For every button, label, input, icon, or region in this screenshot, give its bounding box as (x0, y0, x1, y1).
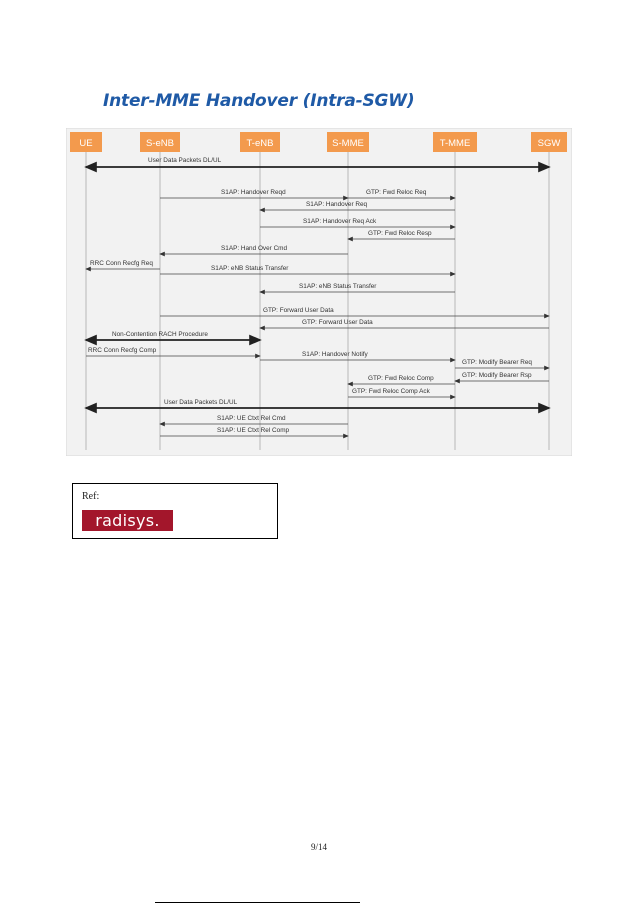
entity-t-mme (433, 132, 477, 152)
message-label: S1AP: Handover Notify (302, 351, 368, 358)
entity-label: T-MME (439, 138, 471, 149)
message-label: S1AP: eNB Status Transfer (299, 283, 377, 290)
message-label: S1AP: Handover Req Ack (303, 218, 377, 225)
message-label: GTP: Forward User Data (302, 319, 373, 326)
message-label: User Data Packets DL/UL (164, 399, 238, 406)
reference-box (72, 483, 278, 539)
message-label: S1AP: Hand Over Cmd (221, 245, 288, 252)
entity-s-enb (140, 132, 180, 152)
message-label: S1AP: eNB Status Transfer (211, 265, 289, 272)
diagram-title: Inter-MME Handover (Intra-SGW) (103, 91, 415, 111)
entity-label: SGW (537, 138, 561, 149)
message-label: RRC Conn Recfg Comp (88, 347, 157, 354)
ref-label: Ref: (82, 491, 100, 502)
message-label: GTP: Forward User Data (263, 307, 334, 314)
message-label: S1AP: UE Ctxt Rel Cmd (217, 415, 286, 422)
radisys-logo: radisys. (82, 510, 173, 531)
message-label: S1AP: Handover Req (306, 201, 368, 208)
message-label: S1AP: Handover Reqd (221, 189, 286, 196)
entity-label: UE (79, 138, 93, 149)
message-label: GTP: Fwd Reloc Req (366, 189, 427, 196)
entity-t-enb (240, 132, 280, 152)
entity-label: S-eNB (146, 138, 174, 149)
message-label: Non-Contention RACH Procedure (112, 331, 208, 338)
entity-label: S-MME (332, 138, 364, 149)
entity-label: T-eNB (246, 138, 274, 149)
entity-s-mme (327, 132, 369, 152)
entity-sgw (531, 132, 567, 152)
sequence-diagram (66, 128, 572, 456)
page-number: 9/14 (310, 842, 327, 852)
message-label: RRC Conn Recfg Req (90, 260, 153, 267)
message-label: GTP: Fwd Reloc Comp (368, 375, 434, 382)
message-label: GTP: Modify Bearer Rsp (462, 372, 532, 379)
entity-ue (70, 132, 102, 152)
message-label: S1AP: UE Ctxt Rel Comp (217, 427, 290, 434)
message-label: GTP: Modify Bearer Req (462, 359, 532, 366)
message-label: GTP: Fwd Reloc Resp (368, 230, 432, 237)
message-label: GTP: Fwd Reloc Comp Ack (352, 388, 430, 395)
message-label: User Data Packets DL/UL (148, 157, 222, 164)
